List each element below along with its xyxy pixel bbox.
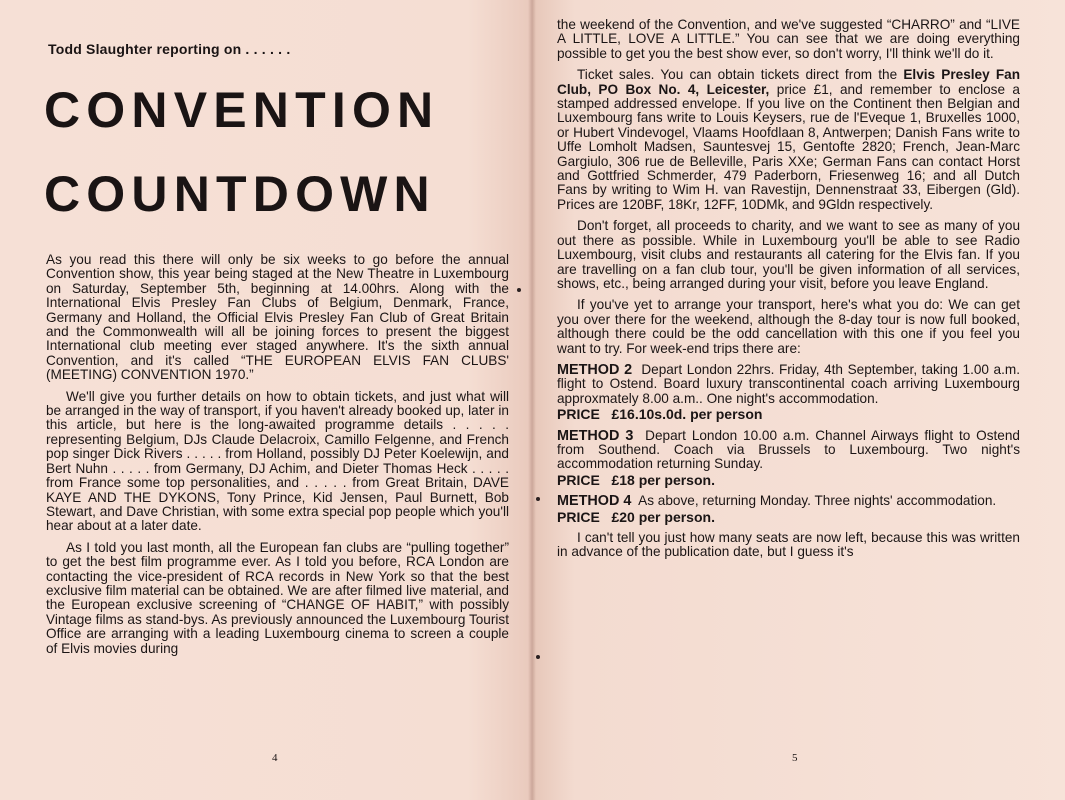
method-3-price-label: PRICE bbox=[557, 471, 600, 488]
tickets-lead: Ticket sales. You can obtain tickets direct from the bbox=[577, 67, 898, 83]
page-number-right: 5 bbox=[792, 752, 798, 764]
headline-line-1: CONVENTION bbox=[44, 82, 440, 138]
continuation-paragraph: the weekend of the Convention, and we've suggested “CHARRO” and “LIVE A LITTLE, LOVE A LITTLE.” You can see that we are doing everything possible to get you the best show ever, so don't worry, I'll think we'll do it. bbox=[557, 17, 1020, 61]
page-number-left: 4 bbox=[272, 752, 278, 764]
tickets-paragraph bbox=[557, 68, 1020, 212]
margin-dot bbox=[536, 497, 540, 501]
method-4-block bbox=[557, 494, 1020, 524]
page-gutter bbox=[528, 0, 536, 800]
method-3-label: METHOD 3 bbox=[557, 427, 634, 444]
method-2-description bbox=[557, 363, 1020, 406]
method-2-text: Depart London 22hrs. Friday, 4th September, taking 1.00 a.m. flight to Ostend. Board luxury transcontinental coach arriving Luxembourg approxmately 8.00 a.m.. One night's accommodation. bbox=[557, 361, 1020, 406]
method-4-text: As above, returning Monday. Three nights' accommodation. bbox=[638, 493, 997, 509]
method-4-label: METHOD 4 bbox=[557, 493, 632, 510]
left-article-column bbox=[46, 253, 509, 663]
method-3-price bbox=[557, 473, 1020, 487]
margin-dot bbox=[517, 288, 521, 292]
transport-paragraph: If you've yet to arrange your transport, here's what you do: We can get you over there for the weekend, although the 8-day tour is now full booked, although there could be the odd cancellation with this one if you feel you want to try. For week-end trips there are: bbox=[557, 297, 1020, 356]
tickets-details: price £1, and remember to enclose a stamped addressed envelope. If you live on the Continent then Belgian and Luxembourg fans write to Louis Keysers, rue de l'Eveque 1, Bruxelles 1000, or Hubert Vindevogel, Vlaams Hoofdlaan 8, Antwerpen; Danish Fans write to Uffe Lomholt Madsen, Sauntesvej 15, Gentofte 2820; French, Jean-Marc Gargiulo, 306 rue de Belleville, Paris XXe; German Fans can contact Horst and Gottfried Schmerder, 479 Paderborn, Friesenweg 16; and all Dutch Fans by writing to Wim H. van Ravestijn, Dennenstraat 33, Eibergen (Gld). Prices are 120BF, 18Kr, 12FF, 10DMk, and 9Gldn respectively. bbox=[557, 81, 1020, 212]
margin-dot bbox=[536, 655, 540, 659]
film-paragraph: As I told you last month, all the European fan clubs are “pulling together” to get the best film programme ever. As I told you before, RCA London are contacting the vice-president of RCA records in New York so that the best exclusive film material can be obtained. We are after filmed live material, and the European exclusive screening of “CHANGE OF HABIT,” with possibly Vintage films as stand-bys. As previously announced the Luxembourg Tourist Office are arranging with a leading Luxembourg cinema to screen a couple of Elvis movies during bbox=[46, 539, 509, 656]
fan-club-address: Elvis Presley Fan Club, PO Box No. 4, Leicester, bbox=[557, 67, 1020, 97]
method-2-label: METHOD 2 bbox=[557, 361, 633, 378]
method-3-description bbox=[557, 429, 1020, 472]
method-4-price-label: PRICE bbox=[557, 508, 600, 525]
headline-line-2: COUNTDOWN bbox=[44, 166, 436, 222]
programme-paragraph: We'll give you further details on how to obtain tickets, and just what will be arranged in the way of transport, if you haven't already booked up, later in this article, but here is the long-awaited programme details . . . . . representing Belgium, DJs Claude Delacroix, Camillo Felgenne, and French pop singer Dick Rivers . . . . . from Holland, possibly DJ Peter Koelewijn, and Bert Nuhn . . . . . from Germany, DJ Achim, and Dieter Thomas Heck . . . . . from France some top personalities, and . . . . . from Great Britain, DAVE KAYE AND THE DYKONS, Tony Prince, Kid Jensen, Paul Burnett, Bob Stewart, and Dave Christian, with some extra special pop people which you'll hear about at a later date. bbox=[46, 388, 509, 534]
method-3-block bbox=[557, 429, 1020, 488]
charity-paragraph: Don't forget, all proceeds to charity, and we want to see as many of you out there as possible. While in Luxembourg you'll be able to see Radio Luxembourg, visit clubs and restaurants all catering for the Elvis fan. If you are travelling on a fan club tour, you'll be given information of all services, shows, etc., being arranged during your visit, before you leave England. bbox=[557, 218, 1020, 291]
method-2-price-label: PRICE bbox=[557, 406, 600, 423]
closing-paragraph: I can't tell you just how many seats are now left, because this was written in advance of the publication date, but I guess it's bbox=[557, 530, 1020, 560]
intro-paragraph: As you read this there will only be six weeks to go before the annual Convention show, this year being staged at the New Theatre in Luxembourg on Saturday, September 5th, beginning at 14.00hrs. Along with the International Elvis Presley Fan Clubs of Belgium, Denmark, France, Germany and Holland, the Official Elvis Presley Fan Club of Great Britain and the Commonwealth will all be joining forces to present the biggest International club meeting ever staged anywhere. It's the sixth annual Convention, and it's called “THE EUROPEAN ELVIS FAN CLUBS' (MEETING) CONVENTION 1970.” bbox=[46, 252, 509, 383]
method-2-price-value: £16.10s.0d. per person bbox=[611, 406, 763, 423]
byline: Todd Slaughter reporting on . . . . . . bbox=[48, 41, 291, 57]
method-3-price-value: £18 per person. bbox=[611, 471, 715, 488]
method-2-price bbox=[557, 407, 1020, 421]
method-4-price-value: £20 per person. bbox=[611, 508, 715, 525]
method-2-block bbox=[557, 363, 1020, 422]
left-page bbox=[0, 0, 532, 800]
right-article-column bbox=[557, 18, 1020, 567]
method-4-description bbox=[557, 494, 1020, 508]
method-4-price bbox=[557, 510, 1020, 524]
method-3-text: Depart London 10.00 a.m. Channel Airways flight to Ostend from Southend. Coach via Brussels to Luxembourg. Two night's accommodation returning Sunday. bbox=[557, 427, 1020, 472]
